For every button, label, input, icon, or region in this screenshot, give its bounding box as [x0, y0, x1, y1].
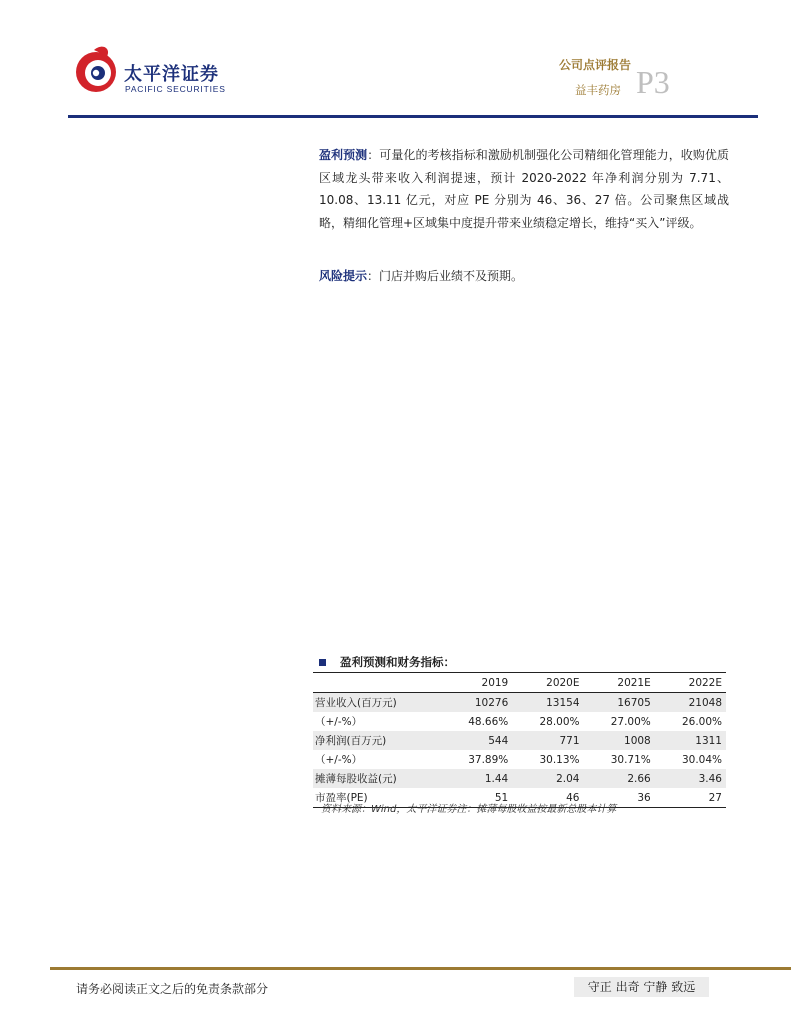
square-bullet-icon [319, 659, 326, 666]
disclaimer-text: 请务必阅读正文之后的免责条款部分 [76, 982, 269, 996]
risk-paragraph [319, 265, 729, 288]
risk-text: ：门店并购后业绩不及预期。 [367, 269, 524, 283]
table-cell: 46 [512, 788, 583, 808]
table-header-row [313, 673, 726, 693]
table-row [313, 693, 726, 713]
table-cell: 1311 [695, 734, 722, 747]
table-cell: 30.04% [681, 753, 722, 766]
table-cell: 1.44 [484, 772, 509, 785]
company-logo [74, 42, 274, 102]
table-source-note: 资料来源：Wind，太平洋证券注：摊薄每股收益按最新总股本计算 [321, 804, 617, 815]
table-cell: 3.46 [698, 772, 722, 785]
table-row [313, 731, 726, 750]
table-cell: 36 [584, 788, 655, 808]
row-label: 营业收入(百万元) [315, 697, 397, 709]
profit-forecast-paragraph [319, 144, 729, 234]
table-cell: 30.71% [610, 753, 651, 766]
table-row [313, 750, 726, 769]
table-cell: 27 [655, 788, 726, 808]
table-cell: 48.66% [468, 715, 509, 728]
table-cell: 544 [488, 734, 509, 747]
header-cell: 2020E [512, 673, 583, 693]
row-label: 摊薄每股收益(元) [315, 773, 397, 785]
logo-en-text: PACIFIC SECURITIES [125, 84, 226, 94]
profit-forecast-heading: 盈利预测 [319, 148, 368, 162]
table-cell: 37.89% [468, 753, 509, 766]
header-cell [313, 673, 441, 693]
pacific-securities-logo-icon [74, 42, 118, 100]
row-label: 市盈率(PE) [313, 788, 441, 808]
table-row [313, 712, 726, 731]
table-cell: 16705 [617, 696, 651, 709]
risk-heading: 风险提示 [319, 269, 368, 283]
company-motto: 守正 出奇 宁静 致远 [574, 977, 709, 997]
table-cell: 51 [441, 788, 512, 808]
report-type: 公司点评报告 [558, 58, 631, 72]
header-cell: 2021E [584, 673, 655, 693]
table-cell: 1008 [624, 734, 651, 747]
header-cell: 2019 [441, 673, 512, 693]
page-number: P3 [636, 64, 670, 100]
table-cell: 27.00% [610, 715, 651, 728]
row-label: （+/-%） [315, 754, 363, 766]
footer-divider [50, 967, 791, 970]
table-cell: 30.13% [539, 753, 580, 766]
table-cell: 10276 [474, 696, 509, 709]
header-divider [68, 115, 758, 118]
table-cell: 26.00% [681, 715, 722, 728]
logo-cn-text: 太平洋证券 [124, 64, 219, 85]
row-label: 净利润(百万元) [315, 735, 387, 747]
financial-table [313, 672, 726, 808]
company-name: 益丰药房 [575, 83, 621, 97]
table-cell: 13154 [546, 696, 580, 709]
profit-forecast-text: ：可量化的考核指标和激励机制强化公司精细化管理能力，收购优质区域龙头带来收入利润提速，预计 2020-2022 年净利润分别为 7.71、10.08、13.11 亿元，对应 PE 分别为 46、36、27 倍。公司聚焦区域战略，精细化管理+区域集中度提升带来业绩稳定增长，维持“买入”评级。 [319, 148, 729, 230]
table-cell: 28.00% [539, 715, 580, 728]
row-label: （+/-%） [315, 716, 363, 728]
table-cell: 21048 [688, 696, 722, 709]
table-title-text: 盈利预测和财务指标： [340, 655, 455, 669]
table-row [313, 769, 726, 788]
table-cell: 2.04 [556, 772, 580, 785]
table-cell: 2.66 [627, 772, 651, 785]
header-cell: 2022E [655, 673, 726, 693]
table-title [319, 654, 455, 670]
table-cell: 771 [559, 734, 580, 747]
